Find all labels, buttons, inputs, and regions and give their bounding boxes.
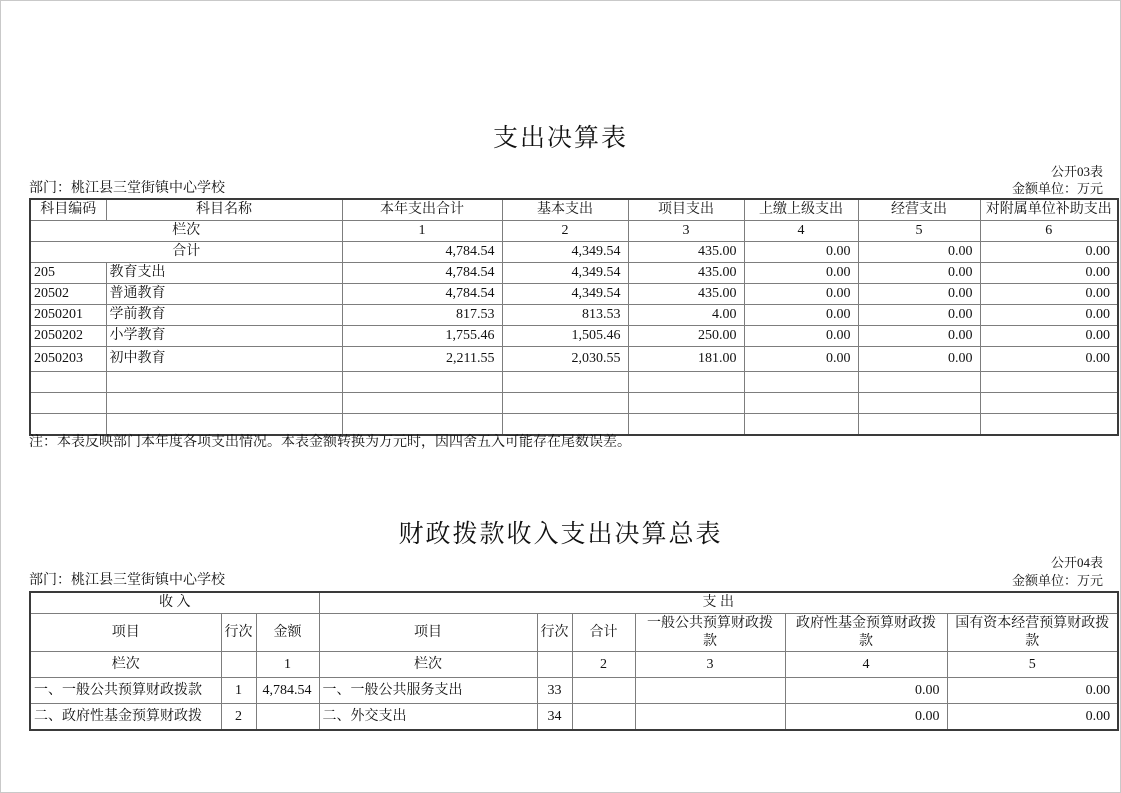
total-value: 4,349.54 — [502, 242, 628, 263]
col-index: 2 — [502, 221, 628, 242]
expense-line-no: 34 — [537, 704, 572, 730]
header-statecap-budget: 国有资本经营预算财政拨款 — [947, 614, 1118, 652]
col-index — [537, 652, 572, 678]
summary-table-wrapper — [29, 591, 1119, 731]
cell-value: 4,349.54 — [502, 284, 628, 305]
expense-govfund: 0.00 — [785, 704, 947, 730]
table-row — [30, 284, 1118, 305]
table-row — [30, 678, 1118, 704]
table-row-empty — [30, 372, 1118, 393]
header-govfund-budget: 政府性基金预算财政拨款 — [785, 614, 947, 652]
income-section-header: 收 入 — [30, 592, 319, 614]
subject-code: 20502 — [30, 284, 106, 305]
expense-item: 二、外交支出 — [319, 704, 537, 730]
cell-value — [502, 372, 628, 393]
subject-code: 205 — [30, 263, 106, 284]
subject-name: 初中教育 — [106, 347, 342, 372]
lanci-label: 栏次 — [30, 221, 342, 242]
expense-statecap: 0.00 — [947, 704, 1118, 730]
column-index-row — [30, 221, 1118, 242]
cell-value: 813.53 — [502, 305, 628, 326]
report1-title: 支出决算表 — [492, 125, 628, 152]
cell-value: 0.00 — [980, 284, 1118, 305]
total-value: 4,784.54 — [342, 242, 502, 263]
subject-name — [106, 393, 342, 414]
cell-value — [858, 372, 980, 393]
subject-name: 教育支出 — [106, 263, 342, 284]
cell-value: 0.00 — [858, 305, 980, 326]
cell-value: 0.00 — [744, 305, 858, 326]
income-item: 二、政府性基金预算财政拨 — [30, 704, 221, 730]
cell-value — [744, 372, 858, 393]
expenditure-table — [29, 198, 1119, 436]
cell-value: 2,211.55 — [342, 347, 502, 372]
col-index: 3 — [628, 221, 744, 242]
cell-value: 0.00 — [980, 326, 1118, 347]
cell-value: 0.00 — [980, 305, 1118, 326]
col-index: 2 — [572, 652, 635, 678]
total-value: 0.00 — [980, 242, 1118, 263]
section-header-row — [30, 592, 1118, 614]
cell-value: 4.00 — [628, 305, 744, 326]
income-amount — [256, 704, 319, 730]
header-basic-expense: 基本支出 — [502, 199, 628, 221]
expense-statecap: 0.00 — [947, 678, 1118, 704]
income-amount: 4,784.54 — [256, 678, 319, 704]
subject-code: 2050202 — [30, 326, 106, 347]
cell-value: 2,030.55 — [502, 347, 628, 372]
cell-value: 435.00 — [628, 263, 744, 284]
col-index — [221, 652, 256, 678]
expense-total — [572, 704, 635, 730]
total-row — [30, 242, 1118, 263]
col-index: 1 — [342, 221, 502, 242]
expense-total — [572, 678, 635, 704]
cell-value: 1,755.46 — [342, 326, 502, 347]
cell-value — [628, 414, 744, 436]
column-index-row — [30, 652, 1118, 678]
col-index: 5 — [947, 652, 1118, 678]
income-item: 一、一般公共预算财政拨款 — [30, 678, 221, 704]
header-project-expense: 项目支出 — [628, 199, 744, 221]
col-index: 1 — [256, 652, 319, 678]
expense-general — [635, 704, 785, 730]
table-header-row — [30, 199, 1118, 221]
header-expense-item: 项目 — [319, 614, 537, 652]
header-income-item: 项目 — [30, 614, 221, 652]
header-general-budget: 一般公共预算财政拨款 — [635, 614, 785, 652]
cell-value: 181.00 — [628, 347, 744, 372]
cell-value: 0.00 — [980, 263, 1118, 284]
cell-value: 0.00 — [858, 263, 980, 284]
income-line-no: 2 — [221, 704, 256, 730]
table-row — [30, 326, 1118, 347]
income-line-no: 1 — [221, 678, 256, 704]
col-index: 5 — [858, 221, 980, 242]
subject-code — [30, 393, 106, 414]
cell-value: 0.00 — [744, 263, 858, 284]
cell-value — [858, 414, 980, 436]
header-income-amount: 金额 — [256, 614, 319, 652]
expense-general — [635, 678, 785, 704]
subject-code — [30, 372, 106, 393]
total-value: 435.00 — [628, 242, 744, 263]
subject-code: 2050203 — [30, 347, 106, 372]
expense-govfund: 0.00 — [785, 678, 947, 704]
report1-note: 注：本表反映部门本年度各项支出情况。本表金额转换为万元时，因四舍五入可能存在尾数误差。 — [29, 435, 631, 450]
total-value: 0.00 — [744, 242, 858, 263]
cell-value: 0.00 — [980, 347, 1118, 372]
col-index: 3 — [635, 652, 785, 678]
table-row — [30, 305, 1118, 326]
header-subject-code: 科目编码 — [30, 199, 106, 221]
cell-value — [980, 393, 1118, 414]
subject-name: 普通教育 — [106, 284, 342, 305]
cell-value: 4,349.54 — [502, 263, 628, 284]
col-index: 6 — [980, 221, 1118, 242]
total-label: 合计 — [30, 242, 342, 263]
cell-value — [744, 393, 858, 414]
cell-value: 250.00 — [628, 326, 744, 347]
report2-sheet-number: 公开04表 — [1050, 555, 1103, 570]
cell-value — [342, 372, 502, 393]
header-subsidy-expense: 对附属单位补助支出 — [980, 199, 1118, 221]
lanci-label: 栏次 — [30, 652, 221, 678]
header-upper-level: 上缴上级支出 — [744, 199, 858, 221]
subject-name — [106, 372, 342, 393]
cell-value — [858, 393, 980, 414]
header-year-total: 本年支出合计 — [342, 199, 502, 221]
table-row — [30, 263, 1118, 284]
cell-value: 0.00 — [744, 326, 858, 347]
cell-value: 0.00 — [744, 284, 858, 305]
cell-value: 4,784.54 — [342, 263, 502, 284]
expense-section-header: 支 出 — [319, 592, 1118, 614]
header-income-line: 行次 — [221, 614, 256, 652]
report2-department: 部门：桃江县三堂街镇中心学校 — [29, 573, 225, 588]
cell-value: 0.00 — [858, 326, 980, 347]
cell-value: 435.00 — [628, 284, 744, 305]
report1-department: 部门：桃江县三堂街镇中心学校 — [29, 181, 225, 196]
cell-value — [628, 372, 744, 393]
report1-unit: 金额单位：万元 — [1011, 181, 1103, 196]
cell-value: 4,784.54 — [342, 284, 502, 305]
subject-code: 2050201 — [30, 305, 106, 326]
cell-value — [628, 393, 744, 414]
subject-name: 小学教育 — [106, 326, 342, 347]
expenditure-table-wrapper — [29, 198, 1119, 436]
header-expense-total: 合计 — [572, 614, 635, 652]
table-header-row — [30, 614, 1118, 652]
subject-name: 学前教育 — [106, 305, 342, 326]
col-index: 4 — [785, 652, 947, 678]
cell-value: 817.53 — [342, 305, 502, 326]
total-value: 0.00 — [858, 242, 980, 263]
cell-value — [502, 393, 628, 414]
report1-sheet-number: 公开03表 — [1050, 164, 1103, 179]
cell-value — [342, 393, 502, 414]
cell-value — [744, 414, 858, 436]
header-subject-name: 科目名称 — [106, 199, 342, 221]
col-index: 4 — [744, 221, 858, 242]
header-operating-expense: 经营支出 — [858, 199, 980, 221]
table-row — [30, 704, 1118, 730]
summary-table — [29, 591, 1119, 731]
header-expense-line: 行次 — [537, 614, 572, 652]
cell-value — [980, 414, 1118, 436]
cell-value: 0.00 — [744, 347, 858, 372]
table-row-empty — [30, 393, 1118, 414]
lanci-label: 栏次 — [319, 652, 537, 678]
report2-title: 财政拨款收入支出决算总表 — [398, 521, 723, 548]
report2-unit: 金额单位：万元 — [1011, 573, 1103, 588]
cell-value: 1,505.46 — [502, 326, 628, 347]
expense-item: 一、一般公共服务支出 — [319, 678, 537, 704]
cell-value: 0.00 — [858, 284, 980, 305]
expense-line-no: 33 — [537, 678, 572, 704]
cell-value: 0.00 — [858, 347, 980, 372]
table-row — [30, 347, 1118, 372]
cell-value — [980, 372, 1118, 393]
